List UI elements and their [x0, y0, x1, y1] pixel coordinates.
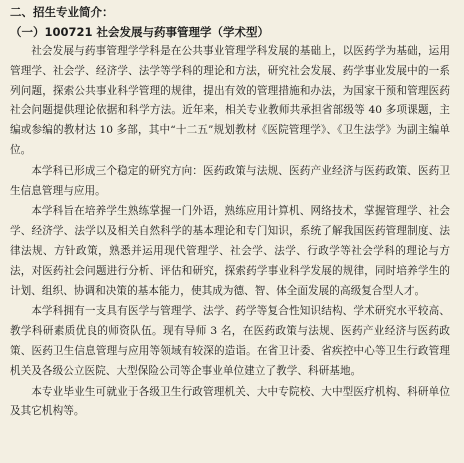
section-heading: 二、招生专业简介：	[10, 5, 114, 19]
paragraph-intro: 社会发展与药事管理学学科是在公共事业管理学科发展的基础上，以医药学为基础，运用管理学、社会学、经济学、法学等学科的理论和方法，研究社会发展、药学事业发展中的一系列问题，探索公共事业科学管理的规律，提出有效的管理措施和办法，为国家干预和管理医药社会问题提供理论依据和科学方法。近年来，相关专业教师共承担省部级等 40 多项课题，主编或参编的教材达 10 多部，其中“十二五”规划教材《医院管理学》、《卫生法学》为副主编单位。	[10, 45, 450, 156]
paragraph-research-directions: 本学科已形成三个稳定的研究方向：医药政策与法规、医药产业经济与医药政策、医药卫生信息管理与应用。	[10, 164, 450, 197]
paragraph-training-goals: 本学科旨在培养学生熟练掌握一门外语，熟练应用计算机、网络技术，掌握管理学、社会学、经济学、法学以及相关自然科学的基本理论和专门知识，系统了解我国医药管理制度、法律法规、方针政策，熟悉并运用现代管理学、社会学、法学、行政学等社会学科的理论与方法，对医药社会问题进行分析、评估和研究，探索药学事业科学发展的规律，同时培养学生的计划、组织、协调和决策的基本能力，使其成为德、智、体全面发展的高级复合型人才。	[10, 205, 450, 297]
paragraph-employment: 本专业毕业生可就业于各级卫生行政管理机关、大中专院校、大中型医疗机构、科研单位及其它机构等。	[10, 385, 450, 418]
subsection-heading: （一）100721 社会发展与药事管理学（学术型）	[10, 25, 270, 39]
paragraph-faculty: 本学科拥有一支具有医学与管理学、法学、药学等复合性知识结构、学术研究水平较高、教学科研素质优良的师资队伍。现有导师 3 名，在医药政策与法规、医药产业经济与医药政策、医药卫生信息管理与应用等领域有较深的造诣。在省卫计委、省疾控中心等卫生行政管理机关及各级公立医院、大型保险公司等企事业单位建立了教学、科研基地。	[10, 305, 450, 377]
